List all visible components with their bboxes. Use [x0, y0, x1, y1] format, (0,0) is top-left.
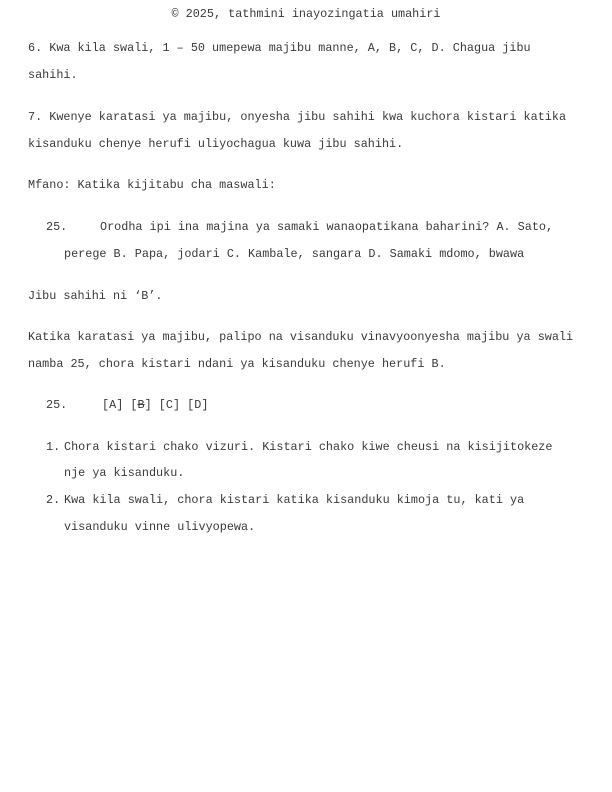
answer-row-number: 25. [46, 398, 68, 412]
rule-2-number: 2. [46, 493, 61, 507]
example-question-line2: perege B. Papa, jodari C. Kambale, sangara D. Samaki mdomo, bwawa [64, 247, 525, 261]
rule-2-line1: Kwa kila swali, chora kistari katika kisanduku kimoja tu, kati ya [64, 493, 525, 507]
copyright-header: © 2025, tathmini inayozingatia umahiri [171, 7, 441, 21]
option-c-box: [C] [158, 398, 181, 412]
example-explanation-line1: Katika karatasi ya majibu, palipo na visanduku vinavyoonyesha majibu ya swali [28, 330, 574, 344]
instruction-7-line2: kisanduku chenye herufi uliyochagua kuwa jibu sahihi. [28, 137, 404, 151]
instruction-6-line2: sahihi. [28, 68, 78, 82]
answer-row-options [102, 398, 208, 412]
rule-2-line2: visanduku vinne ulivyopewa. [64, 520, 256, 534]
example-intro: Mfano: Katika kijitabu cha maswali: [28, 178, 276, 192]
rule-1-number: 1. [46, 440, 61, 454]
rule-1-line2: nje ya kisanduku. [64, 466, 185, 480]
rule-1-line1: Chora kistari chako vizuri. Kistari chako kiwe cheusi na kisijitokeze [64, 440, 553, 454]
instruction-6-line1: 6. Kwa kila swali, 1 – 50 umepewa majibu manne, A, B, C, D. Chagua jibu [28, 41, 531, 55]
example-answer: Jibu sahihi ni ‘B’. [28, 289, 163, 303]
instruction-7-line1: 7. Kwenye karatasi ya majibu, onyesha jibu sahihi kwa kuchora kistari katika [28, 110, 567, 124]
option-b-box-marked: [B] [130, 398, 152, 412]
example-question-line1: Orodha ipi ina majina ya samaki wanaopatikana baharini? A. Sato, [100, 220, 554, 234]
option-d-box: [D] [187, 398, 209, 412]
example-explanation-line2: namba 25, chora kistari ndani ya kisanduku chenye herufi B. [28, 357, 446, 371]
option-a-box: [A] [102, 398, 124, 412]
example-question-number: 25. [46, 220, 68, 234]
